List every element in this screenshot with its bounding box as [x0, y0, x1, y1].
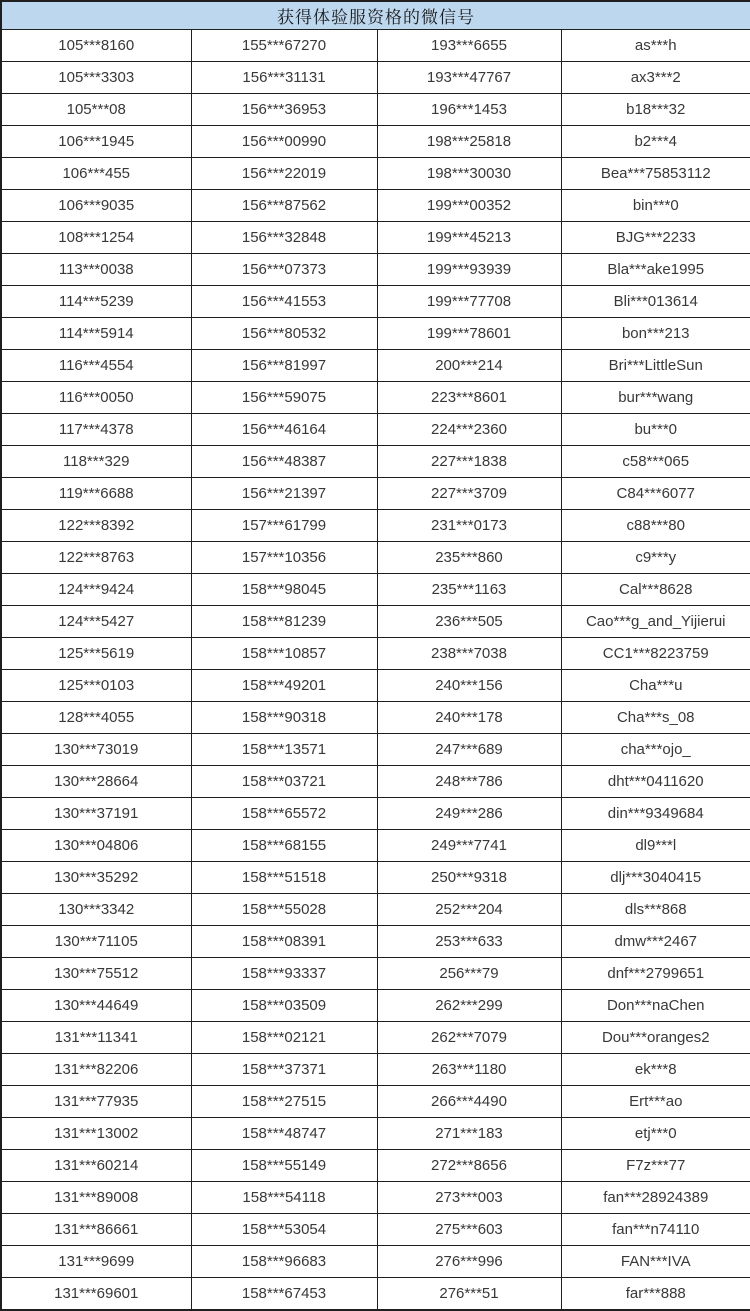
table-cell: bur***wang [561, 382, 750, 414]
table-cell: ax3***2 [561, 62, 750, 94]
table-row [1, 798, 750, 830]
table-cell: 130***28664 [1, 766, 191, 798]
table-cell: F7z***77 [561, 1150, 750, 1182]
table-cell: 158***51518 [191, 862, 377, 894]
table-cell: 156***46164 [191, 414, 377, 446]
table-row [1, 30, 750, 62]
table-cell: etj***0 [561, 1118, 750, 1150]
table-cell: dht***0411620 [561, 766, 750, 798]
table-body [1, 30, 750, 1311]
table-row [1, 478, 750, 510]
table-cell: 156***81997 [191, 350, 377, 382]
table-cell: FAN***IVA [561, 1246, 750, 1278]
table-row [1, 958, 750, 990]
table-cell: 158***53054 [191, 1214, 377, 1246]
table-cell: bon***213 [561, 318, 750, 350]
table-cell: Bli***013614 [561, 286, 750, 318]
table-cell: 158***68155 [191, 830, 377, 862]
table-cell: 238***7038 [377, 638, 561, 670]
table-cell: 128***4055 [1, 702, 191, 734]
table-cell: 157***61799 [191, 510, 377, 542]
table-cell: 122***8763 [1, 542, 191, 574]
table-cell: 156***59075 [191, 382, 377, 414]
table-cell: Bla***ake1995 [561, 254, 750, 286]
table-cell: 125***5619 [1, 638, 191, 670]
table-cell: 231***0173 [377, 510, 561, 542]
table-row [1, 318, 750, 350]
table-cell: 106***455 [1, 158, 191, 190]
table-cell: 131***60214 [1, 1150, 191, 1182]
table-cell: BJG***2233 [561, 222, 750, 254]
table-row [1, 894, 750, 926]
table-row [1, 830, 750, 862]
table-row [1, 286, 750, 318]
table-cell: Dou***oranges2 [561, 1022, 750, 1054]
table-cell: c88***80 [561, 510, 750, 542]
table-cell: 266***4490 [377, 1086, 561, 1118]
table-cell: 250***9318 [377, 862, 561, 894]
table-cell: din***9349684 [561, 798, 750, 830]
table-row [1, 606, 750, 638]
table-row [1, 702, 750, 734]
table-cell: Cha***s_08 [561, 702, 750, 734]
table-cell: 116***0050 [1, 382, 191, 414]
table-row [1, 542, 750, 574]
table-cell: 131***86661 [1, 1214, 191, 1246]
table-cell: 106***9035 [1, 190, 191, 222]
table-cell: 117***4378 [1, 414, 191, 446]
table-cell: 156***31131 [191, 62, 377, 94]
table-cell: 276***996 [377, 1246, 561, 1278]
table-cell: 198***30030 [377, 158, 561, 190]
table-cell: 158***81239 [191, 606, 377, 638]
table-cell: 158***48747 [191, 1118, 377, 1150]
table-cell: 124***9424 [1, 574, 191, 606]
table-cell: 124***5427 [1, 606, 191, 638]
table-cell: ek***8 [561, 1054, 750, 1086]
table-cell: 156***80532 [191, 318, 377, 350]
table-cell: 227***1838 [377, 446, 561, 478]
table-cell: Cao***g_and_Yijierui [561, 606, 750, 638]
table-row [1, 1150, 750, 1182]
table-cell: 223***8601 [377, 382, 561, 414]
table-cell: 158***37371 [191, 1054, 377, 1086]
table-cell: c58***065 [561, 446, 750, 478]
table-row [1, 574, 750, 606]
table-row [1, 1214, 750, 1246]
table-cell: b18***32 [561, 94, 750, 126]
table-cell: CC1***8223759 [561, 638, 750, 670]
table-cell: 156***32848 [191, 222, 377, 254]
table-cell: 158***55149 [191, 1150, 377, 1182]
table-cell: 156***00990 [191, 126, 377, 158]
table-cell: 276***51 [377, 1278, 561, 1311]
table-cell: 156***21397 [191, 478, 377, 510]
table-cell: 158***03509 [191, 990, 377, 1022]
table-row [1, 734, 750, 766]
table-row [1, 222, 750, 254]
table-cell: 158***13571 [191, 734, 377, 766]
table-cell: 119***6688 [1, 478, 191, 510]
table-cell: 130***73019 [1, 734, 191, 766]
table-cell: dmw***2467 [561, 926, 750, 958]
table-cell: bu***0 [561, 414, 750, 446]
table-cell: 273***003 [377, 1182, 561, 1214]
table-cell: dlj***3040415 [561, 862, 750, 894]
table-cell: 157***10356 [191, 542, 377, 574]
table-cell: dl9***l [561, 830, 750, 862]
table-cell: 158***03721 [191, 766, 377, 798]
table-cell: 131***11341 [1, 1022, 191, 1054]
table-row [1, 766, 750, 798]
table-cell: 105***08 [1, 94, 191, 126]
table-cell: 155***67270 [191, 30, 377, 62]
table-cell: 252***204 [377, 894, 561, 926]
table-cell: 263***1180 [377, 1054, 561, 1086]
table-row [1, 254, 750, 286]
table-cell: 240***156 [377, 670, 561, 702]
table-cell: 199***45213 [377, 222, 561, 254]
table-cell: 247***689 [377, 734, 561, 766]
table-cell: 158***54118 [191, 1182, 377, 1214]
table-cell: 158***49201 [191, 670, 377, 702]
table-cell: 158***98045 [191, 574, 377, 606]
table-cell: C84***6077 [561, 478, 750, 510]
table-row [1, 350, 750, 382]
table-cell: 105***3303 [1, 62, 191, 94]
table-row [1, 62, 750, 94]
table-cell: 130***44649 [1, 990, 191, 1022]
table-cell: as***h [561, 30, 750, 62]
table-cell: 262***7079 [377, 1022, 561, 1054]
table-cell: 240***178 [377, 702, 561, 734]
table-cell: 198***25818 [377, 126, 561, 158]
table-row [1, 190, 750, 222]
table-cell: fan***28924389 [561, 1182, 750, 1214]
table-row [1, 1182, 750, 1214]
table-cell: 248***786 [377, 766, 561, 798]
table-cell: 262***299 [377, 990, 561, 1022]
table-cell: 105***8160 [1, 30, 191, 62]
table-cell: 235***1163 [377, 574, 561, 606]
table-cell: 158***67453 [191, 1278, 377, 1311]
table-cell: 235***860 [377, 542, 561, 574]
table-cell: cha***ojo_ [561, 734, 750, 766]
table-cell: 271***183 [377, 1118, 561, 1150]
table-cell: fan***n74110 [561, 1214, 750, 1246]
table-row [1, 446, 750, 478]
table-cell: 224***2360 [377, 414, 561, 446]
table-cell: 158***08391 [191, 926, 377, 958]
table-cell: dls***868 [561, 894, 750, 926]
table-cell: 131***69601 [1, 1278, 191, 1311]
table-cell: 130***71105 [1, 926, 191, 958]
table-row [1, 1246, 750, 1278]
table-cell: 249***7741 [377, 830, 561, 862]
table-cell: 249***286 [377, 798, 561, 830]
table-cell: 131***89008 [1, 1182, 191, 1214]
table-row [1, 1022, 750, 1054]
table-cell: Cal***8628 [561, 574, 750, 606]
table-cell: 156***22019 [191, 158, 377, 190]
table-cell: Don***naChen [561, 990, 750, 1022]
table-row [1, 638, 750, 670]
table-cell: Ert***ao [561, 1086, 750, 1118]
table-cell: 106***1945 [1, 126, 191, 158]
table-cell: 199***78601 [377, 318, 561, 350]
table-title: 获得体验服资格的微信号 [1, 1, 750, 30]
table-cell: 158***27515 [191, 1086, 377, 1118]
table-cell: 130***75512 [1, 958, 191, 990]
table-cell: 236***505 [377, 606, 561, 638]
table-cell: 131***13002 [1, 1118, 191, 1150]
table-cell: 122***8392 [1, 510, 191, 542]
table-row [1, 1278, 750, 1311]
table-cell: 130***37191 [1, 798, 191, 830]
table-cell: 158***90318 [191, 702, 377, 734]
table-cell: 158***96683 [191, 1246, 377, 1278]
table-cell: 158***93337 [191, 958, 377, 990]
table-cell: 256***79 [377, 958, 561, 990]
table-cell: 158***55028 [191, 894, 377, 926]
table-cell: 113***0038 [1, 254, 191, 286]
table-header-row [1, 1, 750, 30]
table-row [1, 990, 750, 1022]
table-cell: 227***3709 [377, 478, 561, 510]
table-cell: 199***00352 [377, 190, 561, 222]
table-cell: 193***6655 [377, 30, 561, 62]
table-cell: 116***4554 [1, 350, 191, 382]
table-cell: 156***07373 [191, 254, 377, 286]
table-cell: far***888 [561, 1278, 750, 1311]
table-cell: 130***35292 [1, 862, 191, 894]
table-cell: Cha***u [561, 670, 750, 702]
table-row [1, 1054, 750, 1086]
table-cell: 158***02121 [191, 1022, 377, 1054]
table-cell: 108***1254 [1, 222, 191, 254]
table-row [1, 670, 750, 702]
table-cell: 131***77935 [1, 1086, 191, 1118]
table-cell: 131***9699 [1, 1246, 191, 1278]
table-cell: 272***8656 [377, 1150, 561, 1182]
table-row [1, 926, 750, 958]
table-cell: Bri***LittleSun [561, 350, 750, 382]
table-cell: 199***77708 [377, 286, 561, 318]
table-cell: 156***36953 [191, 94, 377, 126]
table-cell: 158***10857 [191, 638, 377, 670]
table-cell: Bea***75853112 [561, 158, 750, 190]
table-cell: c9***y [561, 542, 750, 574]
table-cell: 196***1453 [377, 94, 561, 126]
table-row [1, 126, 750, 158]
table-cell: 118***329 [1, 446, 191, 478]
table-row [1, 1118, 750, 1150]
table-cell: 156***48387 [191, 446, 377, 478]
table-cell: b2***4 [561, 126, 750, 158]
table-cell: 130***3342 [1, 894, 191, 926]
table-cell: 131***82206 [1, 1054, 191, 1086]
table-row [1, 158, 750, 190]
table-row [1, 1086, 750, 1118]
table-row [1, 414, 750, 446]
table-cell: 156***87562 [191, 190, 377, 222]
table-cell: 158***65572 [191, 798, 377, 830]
table-cell: dnf***2799651 [561, 958, 750, 990]
table-cell: 200***214 [377, 350, 561, 382]
table-cell: 125***0103 [1, 670, 191, 702]
table-row [1, 382, 750, 414]
table-cell: bin***0 [561, 190, 750, 222]
table-cell: 193***47767 [377, 62, 561, 94]
table-cell: 130***04806 [1, 830, 191, 862]
table-row [1, 94, 750, 126]
table-row [1, 862, 750, 894]
table-cell: 275***603 [377, 1214, 561, 1246]
table-cell: 199***93939 [377, 254, 561, 286]
table-cell: 114***5239 [1, 286, 191, 318]
table-row [1, 510, 750, 542]
table-cell: 156***41553 [191, 286, 377, 318]
table-cell: 114***5914 [1, 318, 191, 350]
table-cell: 253***633 [377, 926, 561, 958]
